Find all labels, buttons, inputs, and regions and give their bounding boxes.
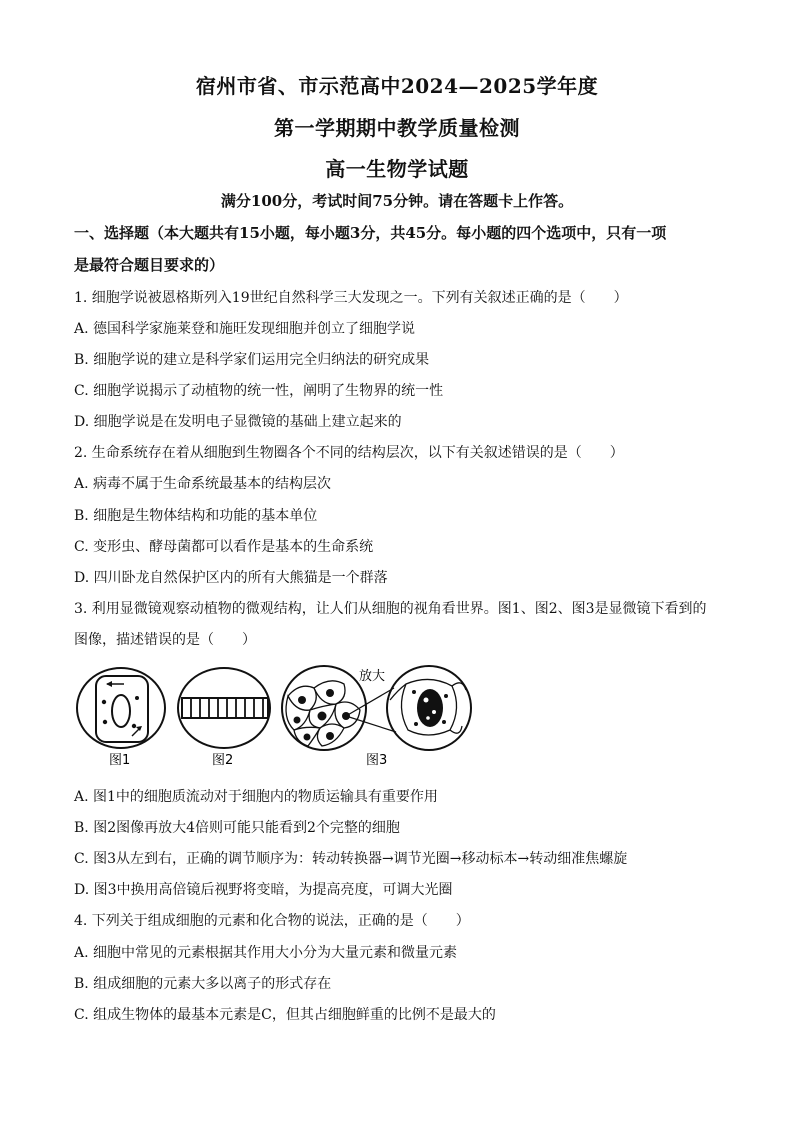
section-heading-line2: 是最符合题目要求的） [74, 256, 225, 274]
question-1-option-c: C. 细胞学说揭示了动植物的统一性，阐明了生物界的统一性 [74, 383, 444, 399]
question-4-option-b: B. 组成细胞的元素大多以离子的形式存在 [74, 976, 332, 992]
question-4-stem: 4. 下列关于组成细胞的元素和化合物的说法，正确的是（ ） [74, 913, 470, 929]
microscope-figure [74, 660, 474, 770]
question-2-option-a: A. 病毒不属于生命系统最基本的结构层次 [74, 476, 332, 492]
figure-3-tissue [282, 666, 366, 750]
question-2-option-d: D. 四川卧龙自然保护区内的所有大熊猫是一个群落 [74, 570, 388, 586]
figure-2-cell-row [178, 668, 270, 748]
figure-1-cytoplasm-streaming [77, 668, 165, 748]
question-2-stem: 2. 生命系统存在着从细胞到生物圈各个不同的结构层次，以下有关叙述错误的是（ ） [74, 445, 624, 461]
question-4-option-c: C. 组成生物体的最基本元素是C，但其占细胞鲜重的比例不是最大的 [74, 1007, 496, 1023]
question-1-stem: 1. 细胞学说被恩格斯列入19世纪自然科学三大发现之一。下列有关叙述正确的是（ ） [74, 290, 628, 306]
exam-title-line1: 宿州市省、市示范高中2024—2025学年度 [195, 74, 599, 98]
exam-title-line3: 高一生物学试题 [325, 157, 469, 181]
question-2-option-c: C. 变形虫、酵母菌都可以看作是基本的生命系统 [74, 539, 374, 555]
question-3-option-a: A. 图1中的细胞质流动对于细胞内的物质运输具有重要作用 [74, 789, 438, 805]
question-3-stem-line2: 图像，描述错误的是（ ） [74, 632, 256, 648]
figure-1-label: 图1 [109, 753, 131, 768]
exam-title-line2: 第一学期期中教学质量检测 [274, 116, 520, 140]
question-1-option-d: D. 细胞学说是在发明电子显微镜的基础上建立起来的 [74, 414, 402, 430]
exam-notice: 满分100分，考试时间75分钟。请在答题卡上作答。 [220, 192, 574, 210]
question-3-option-d: D. 图3中换用高倍镜后视野将变暗，为提高亮度，可调大光圈 [74, 882, 453, 898]
question-3-option-b: B. 图2图像再放大4倍则可能只能看到2个完整的细胞 [74, 820, 400, 836]
question-1-option-a: A. 德国科学家施莱登和施旺发现细胞并创立了细胞学说 [74, 321, 416, 337]
question-1-option-b: B. 细胞学说的建立是科学家们运用完全归纳法的研究成果 [74, 352, 430, 368]
question-2-option-b: B. 细胞是生物体结构和功能的基本单位 [74, 508, 318, 524]
figure-2-label: 图2 [212, 753, 234, 768]
question-3-option-c: C. 图3从左到右，正确的调节顺序为：转动转换器→调节光圈→移动标本→转动细准焦螺旋 [74, 851, 628, 867]
magnify-label: 放大 [359, 669, 386, 684]
question-3-stem-line1: 3. 利用显微镜观察动植物的微观结构，让人们从细胞的视角看世界。图1、图2、图3是显微镜下看到的 [74, 601, 707, 617]
question-4-option-a: A. 细胞中常见的元素根据其作用大小分为大量元素和微量元素 [74, 945, 458, 961]
figure-3-label: 图3 [366, 753, 388, 768]
section-heading-line1: 一、选择题（本大题共有15小题，每小题3分，共45分。每小题的四个选项中，只有一项 [74, 224, 667, 242]
figure-3-magnified-cell [387, 666, 471, 750]
